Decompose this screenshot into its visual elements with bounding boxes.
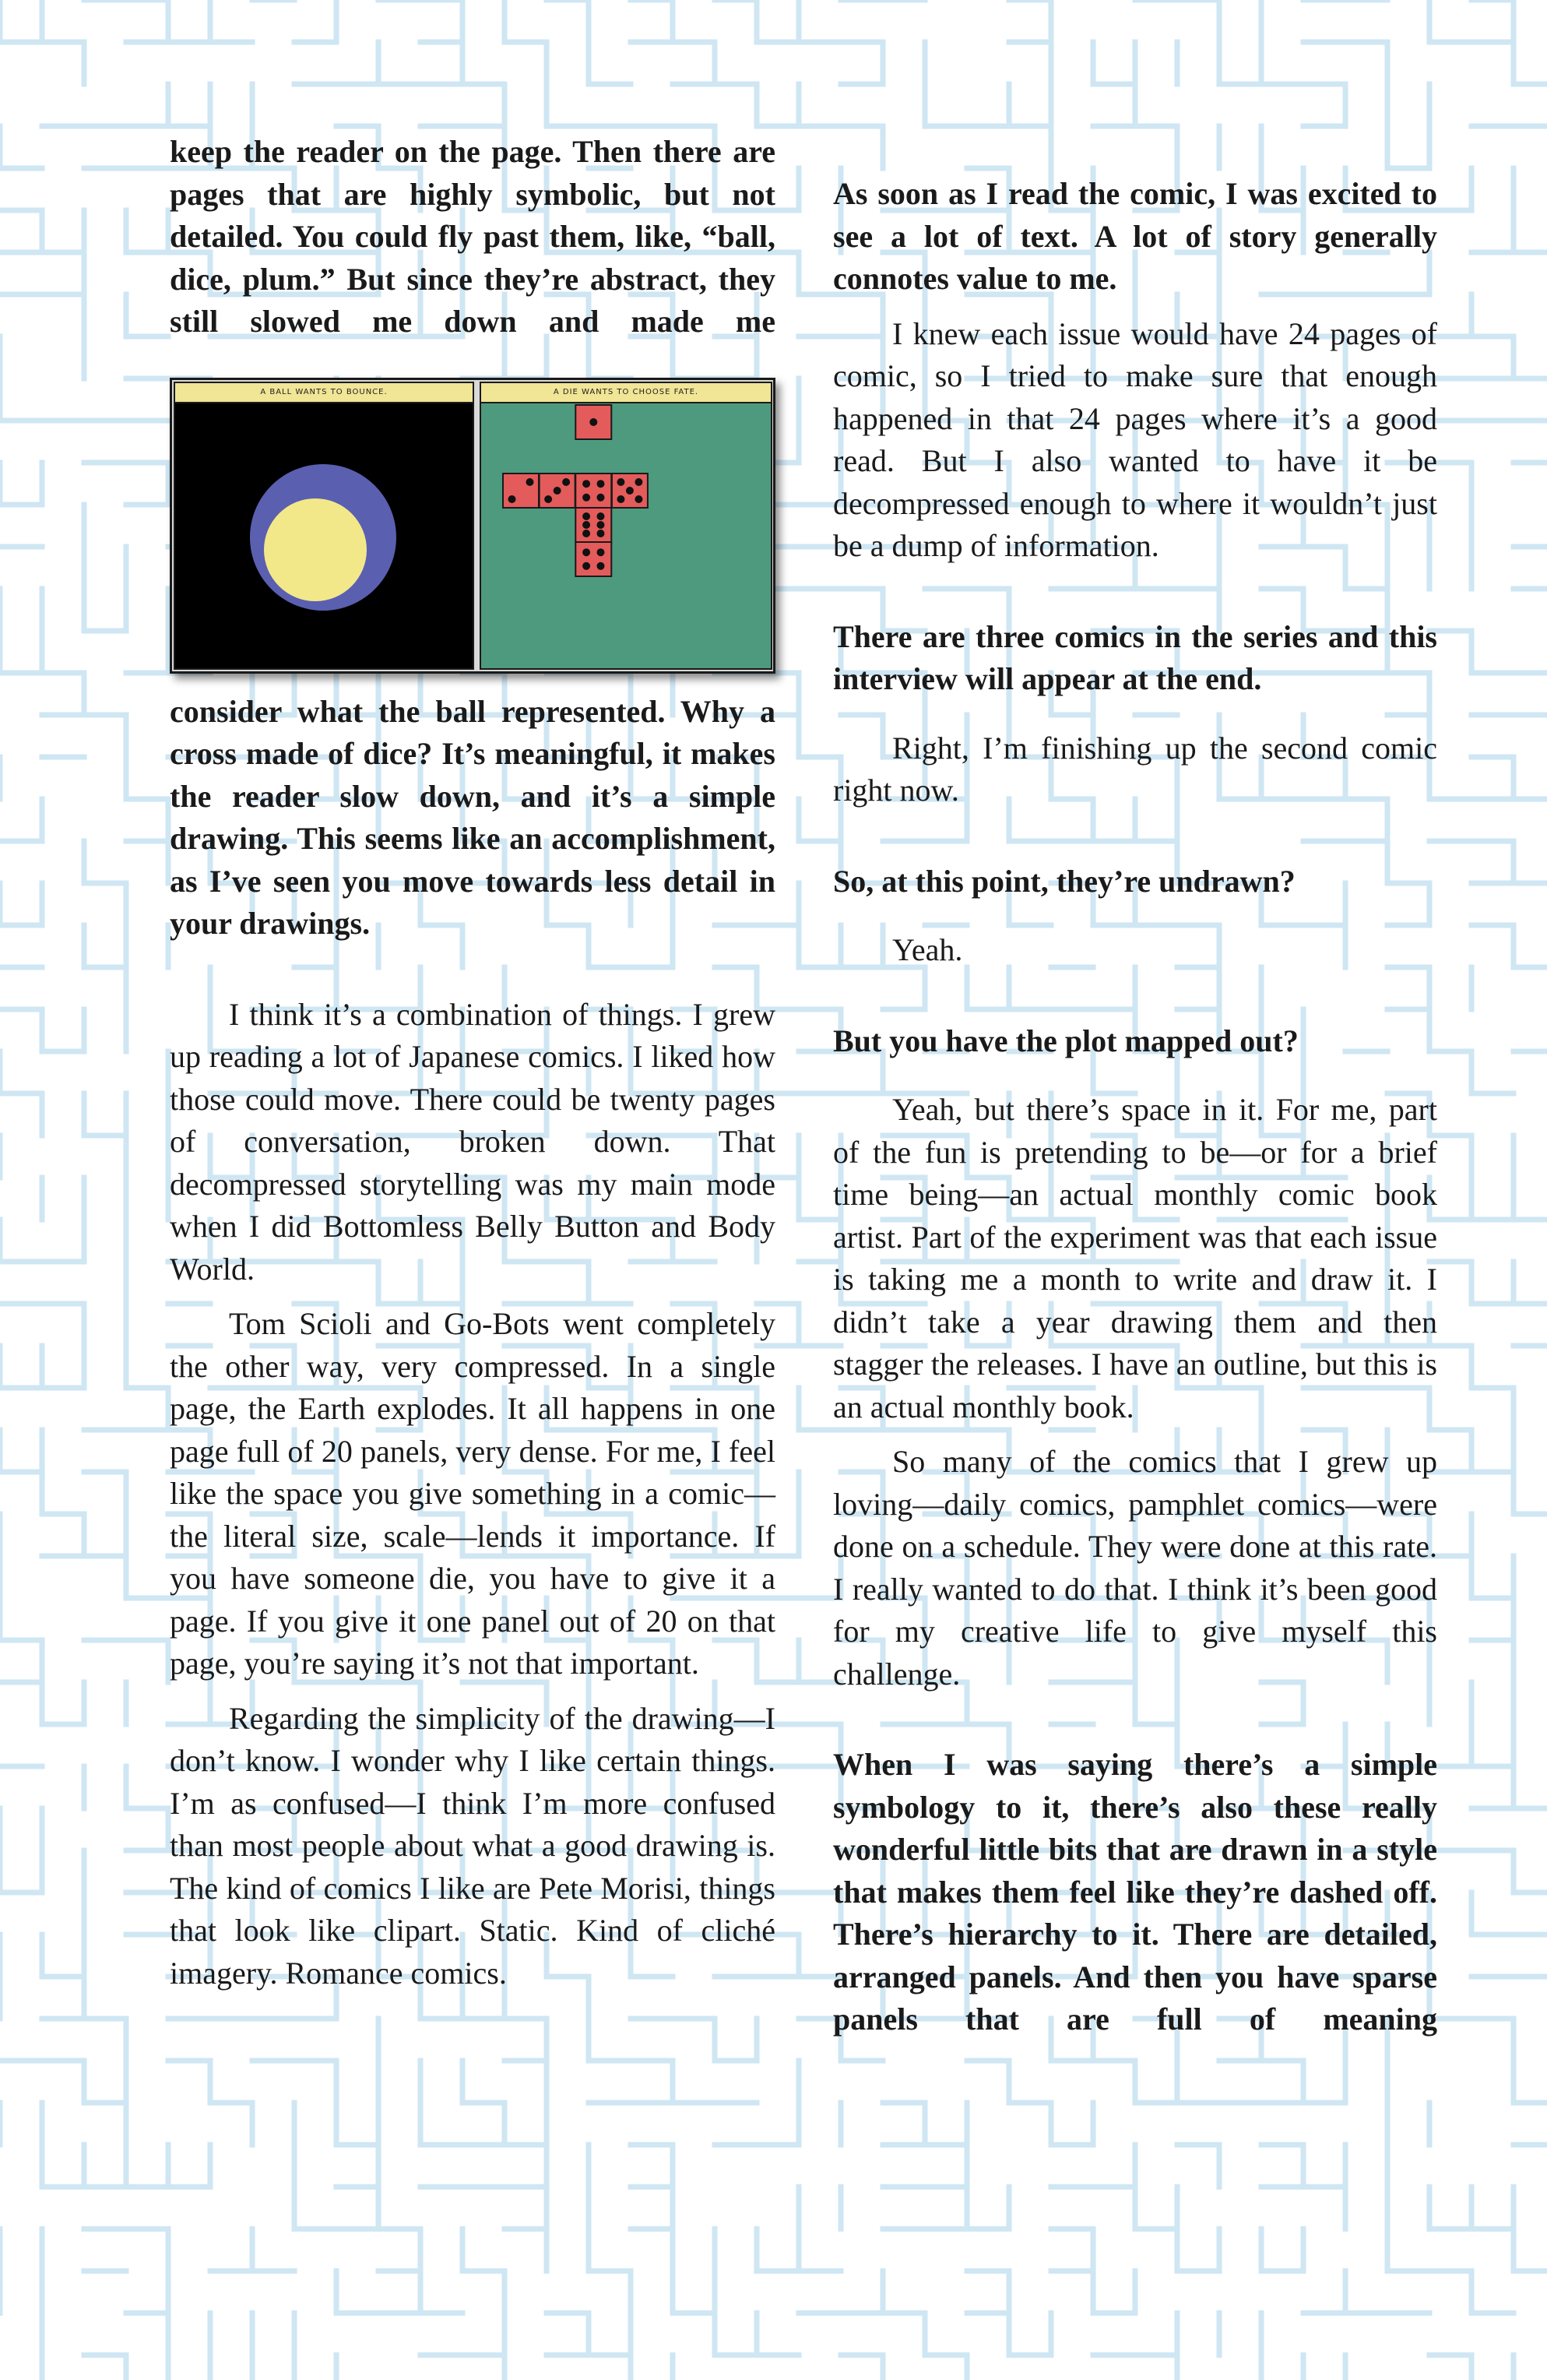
panel-caption: A DIE WANTS TO CHOOSE FATE.: [481, 383, 771, 403]
question-text: There are three comics in the series and this interview will appear at the end.: [833, 618, 1437, 696]
die-face: [575, 542, 611, 576]
die-face: [612, 474, 648, 508]
comic-excerpt-image: [170, 378, 775, 674]
die-face: [575, 508, 611, 542]
question-text: consider what the ball represented. Why a cross made of dice? It’s meaningful, it makes the reader slow down, and it’s a simple drawing. This seems like an accomplishment, as I’ve seen you move towards less detail in your drawings.: [170, 693, 775, 941]
answer-paragraph: Tom Scioli and Go-Bots went completely the other way, very compressed. In a single page, the Earth explodes. It all happens in one page full of 20 panels, very dense. For me, I feel like the space you give something in a comic—the literal size, scale—lends it importance. If you have someone die, you have to give it a page. If you give it one panel out of 20 on that page, you’re saying it’s not that important.: [170, 1306, 775, 1681]
die-face: [540, 474, 575, 508]
die-face: [503, 474, 539, 508]
question-text: As soon as I read the comic, I was excited to see a lot of text. A lot of story generally connotes value to me.: [833, 176, 1437, 296]
dice-cross-drawing: [481, 383, 771, 670]
question-text: But you have the plot mapped out?: [833, 1023, 1299, 1058]
answer-paragraph: Regarding the simplicity of the drawing—I don’t know. I wonder why I like certain things. I’m as confused—I think I’m more confused than most people about what a good drawing is. The kind of comics I like are Pete Morisi, things that look like clipart. Static. Kind of cliché imagery. Romance comics.: [170, 1700, 775, 1991]
answer-paragraph: Right, I’m finishing up the second comic right now.: [833, 730, 1437, 808]
question-text: So, at this point, they’re undrawn?: [833, 863, 1296, 899]
answer-paragraph: Yeah, but there’s space in it. For me, part of the fun is pretending to be—or for a brief time being—an actual monthly comic book artist. Part of the experiment was that each issue is taking me a month to write and draw it. I didn’t take a year drawing them and then stagger the releases. I have an outline, but this is an actual monthly book.: [833, 1092, 1437, 1424]
panel-caption: A BALL WANTS TO BOUNCE.: [175, 383, 473, 403]
question-continued: keep the reader on the page. Then there are pages that are highly symbolic, but not detailed. You could fly past them, like, “ball, dice, plum.” But since they’re abstract, they still slowed me down and made me: [170, 134, 775, 339]
question-text: When I was saying there’s a simple symbology to it, there’s also these really wonderful little bits that are drawn in a style that makes them feel like they’re dashed off. There’s hierarchy to it. There are detailed, arranged panels. And then you have sparse panels that are full of meaning: [833, 1747, 1437, 2037]
answer-paragraph: Yeah.: [892, 932, 963, 967]
ball-inner-circle: [264, 498, 367, 601]
left-column: [170, 131, 775, 1994]
right-column: [833, 173, 1437, 2041]
die-face: [575, 405, 611, 439]
comic-panel-die-cross: [480, 382, 772, 670]
answer-paragraph: I think it’s a combination of things. I grew up reading a lot of Japanese comics. I liked how those could move. There could be twenty pages of conversation, broken down. That decompressed storytelling was my main mode when I did Bottomless Belly Button and Body World.: [170, 996, 775, 1287]
die-face: [575, 474, 611, 508]
answer-paragraph: I knew each issue would have 24 pages of comic, so I tried to make sure that enough happened in that 24 pages where it’s a good read. But I also wanted to have it be decompressed enough to where it wouldn’t just be a dump of information.: [833, 315, 1437, 563]
answer-paragraph: So many of the comics that I grew up loving—daily comics, pamphlet comics—were done on a schedule. They were done at this rate. I really wanted to do that. I think it’s been good for my creative life to give myself this challenge.: [833, 1444, 1437, 1692]
comic-panel-ball: [174, 382, 474, 670]
